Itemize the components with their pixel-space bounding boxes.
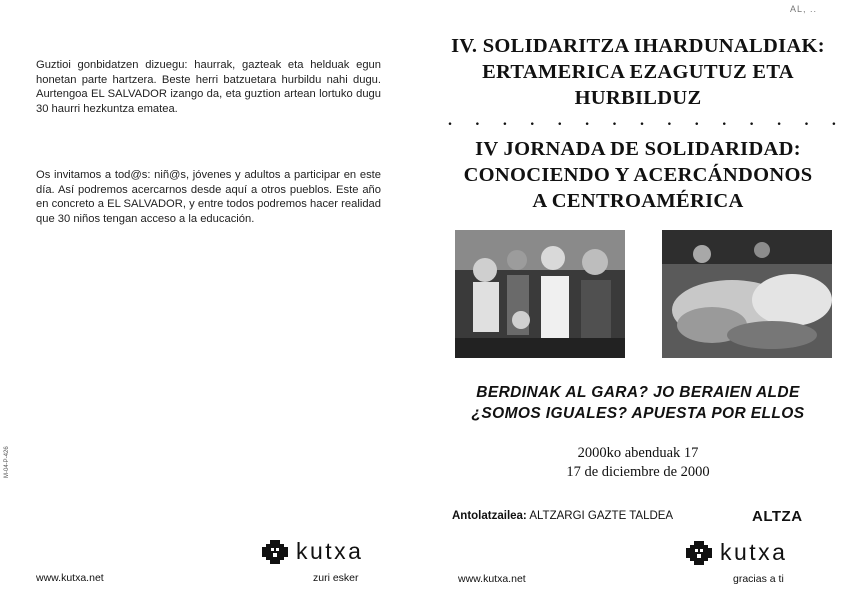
date-basque: 2000ko abenduak 17 xyxy=(577,445,699,461)
slogan-spanish: ¿SOMOS IGUALES? APUESTA POR ELLOS xyxy=(471,405,805,422)
kutxa-emblem-icon xyxy=(686,541,712,565)
photo-field xyxy=(662,230,832,358)
title-basque-line-3: HURBILDUZ xyxy=(574,87,702,109)
tagline-right: gracias a ti xyxy=(733,573,784,585)
separator-dot: . xyxy=(448,112,452,129)
separator-dot: . xyxy=(639,112,644,129)
separator-dot: . xyxy=(722,112,727,129)
side-print-code: M-04-P-426 xyxy=(4,446,10,478)
separator-dot: . xyxy=(777,112,782,129)
organizer-label: Antolatzailea: xyxy=(452,510,527,522)
separator-dot: . xyxy=(804,112,809,129)
separator-dot: . xyxy=(530,112,535,129)
separator-dot: . xyxy=(667,112,672,129)
logo-wordmark: kutxa xyxy=(296,538,364,564)
title-spanish-line-3: A CENTROAMÉRICA xyxy=(532,190,744,212)
separator-dot: . xyxy=(612,112,617,129)
dotted-separator xyxy=(448,112,836,130)
title-spanish-line-1: IV JORNADA DE SOLIDARIDAD: xyxy=(475,138,801,160)
title-spanish xyxy=(436,136,840,214)
town-name: ALTZA xyxy=(752,508,803,525)
url-left: www.kutxa.net xyxy=(36,572,104,584)
title-basque xyxy=(436,33,840,111)
tagline-left: zuri esker xyxy=(313,572,359,584)
kutxa-logo-left xyxy=(262,538,363,565)
photo-children xyxy=(455,230,625,358)
logo-wordmark: kutxa xyxy=(720,539,788,565)
date-spanish: 17 de diciembre de 2000 xyxy=(566,464,710,480)
title-basque-line-2: ERTAMERICA EZAGUTUZ ETA xyxy=(482,61,794,83)
separator-dot: . xyxy=(557,112,562,129)
separator-dot: . xyxy=(475,112,480,129)
corner-mark: AL, .. xyxy=(790,4,818,14)
basque-paragraph: Guztioi gonbidatzen dizuegu: haurrak, gazteak eta helduak egun honetan parte hartzera. Beste herri batzuetara hurbildu nahi dugu. Aurtengoa EL SALVADOR izango da, eta guztion artean lortuko dugu 30 haurri hezkuntza ematea. xyxy=(36,59,381,115)
separator-dot: . xyxy=(749,112,754,129)
organizer-name: ALTZARGI GAZTE TALDEA xyxy=(529,510,674,522)
organizer xyxy=(452,510,673,522)
slogan-basque: BERDINAK AL GARA? JO BERAIEN ALDE xyxy=(476,384,800,401)
separator-dot: . xyxy=(502,112,507,129)
url-right: www.kutxa.net xyxy=(458,573,526,585)
separator-dot: . xyxy=(831,112,836,129)
kutxa-logo-right xyxy=(686,539,787,566)
separator-dot: . xyxy=(694,112,699,129)
kutxa-emblem-icon xyxy=(262,540,288,564)
title-basque-line-1: IV. SOLIDARITZA IHARDUNALDIAK: xyxy=(451,35,825,57)
separator-dot: . xyxy=(585,112,590,129)
title-spanish-line-2: CONOCIENDO Y ACERCÁNDONOS xyxy=(463,164,813,186)
spanish-paragraph: Os invitamos a tod@s: niñ@s, jóvenes y adultos a participar en este día. Así podremos acercarnos desde aquí a otros pueblos. Este año en concreto a EL SALVADOR, y entre todos podremos hacer realidad que 30 niños tengan acceso a la educación. xyxy=(36,169,381,225)
